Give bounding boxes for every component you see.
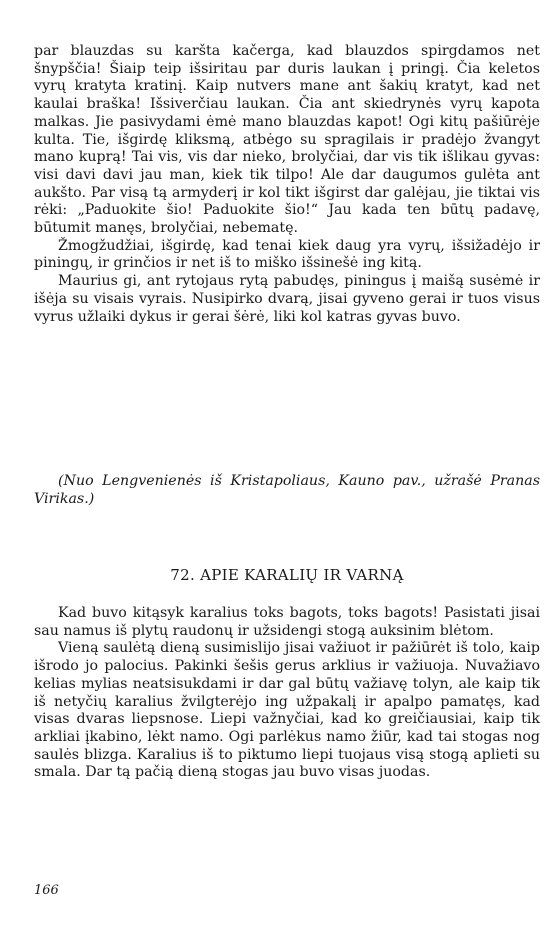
body-paragraph: Kad buvo kitąsyk karalius toks bagots, toks bagots! Pasistati jisai sau namus iš plytų raudonų ir užsidengi stogą auksinim blėtom. bbox=[34, 605, 540, 639]
body-paragraph: Vieną saulėtą dieną susimislijo jisai važiuot ir pažiūrėt iš tolo, kaip išrodo jo palocius. Pakinki šešis gerus arklius ir važiuoja. Nuvažiavo kelias mylias neatsisukdami ir dar gal būtų važiavę tolyn, ale kaip tik iš netyčių karalius žvilgterėjo ing užpakalį ir apalpo pamatęs, kad visas dvaras liepsnose. Liepi važnyčiai, kad ko greičiausiai, kaip tik arkliai įkabino, lėkt namo. Ogi parlėkus namo žiūr, kad tai stogas nog saulės blizga. Karalius iš to piktumo liepi tuojaus visą stogą aplieti su smala. Dar tą pačią dieną stogas jau buvo visas juodas. bbox=[34, 640, 540, 781]
previous-story-ending bbox=[34, 43, 540, 326]
body-paragraph: Maurius gi, ant rytojaus rytą pabudęs, piningus į maišą susėmė ir išėja su visais vyrais. Nusipirko dvarą, jisai gyveno gerai ir tuos visus vyrus užlaiki dykus ir gerai šėrė, liki kol katras gyvas buvo. bbox=[34, 273, 540, 325]
chapter-body bbox=[34, 605, 540, 782]
body-paragraph: par blauzdas su karšta kačerga, kad blauzdos spirgdamos net šnypščia! Šiaip teip išsiritau par duris laukan į pringį. Čia keletos vyrų kratyta kratinį. Kaip nutvers mane ant šakių kratyt, kad net kaulai braška! Išsiverčiau laukan. Čia ant skiedrynės vyrų kapota malkas. Jie pasivydami ėmė mano blauzdas kapot! Ogi kitų pašiūrėje kulta. Tie, išgirdę kliksmą, atbėgo su spragilais ir pradėjo žvangyt mano kuprą! Tai vis, vis dar nieko, brolyčiai, dar vis tik išlikau gyvas: visi davi davi jau man, kiek tik tilpo! Ale dar daugumos gulėta ant aukšto. Par visą tą armyderį ir kol tikt išgirst dar galėjau, jie tiktai vis rėki: „Paduokite šio! Paduokite šio!“ Jau kada ten būtų padavę, būtumit manęs, brolyčiai, nebematę. bbox=[34, 43, 540, 237]
page-number: 166 bbox=[34, 883, 59, 898]
chapter-title: 72. APIE KARALIŲ IR VARNĄ bbox=[170, 566, 404, 584]
body-paragraph: Žmogžudžiai, išgirdę, kad tenai kiek daug yra vyrų, išsižadėjo ir piningų, ir grinčios ir net iš to miško išsinešė ing kitą. bbox=[34, 237, 540, 272]
source-note: (Nuo Lengvenienės iš Kristapoliaus, Kauno pav., užrašė Pranas Virikas.) bbox=[34, 473, 540, 507]
